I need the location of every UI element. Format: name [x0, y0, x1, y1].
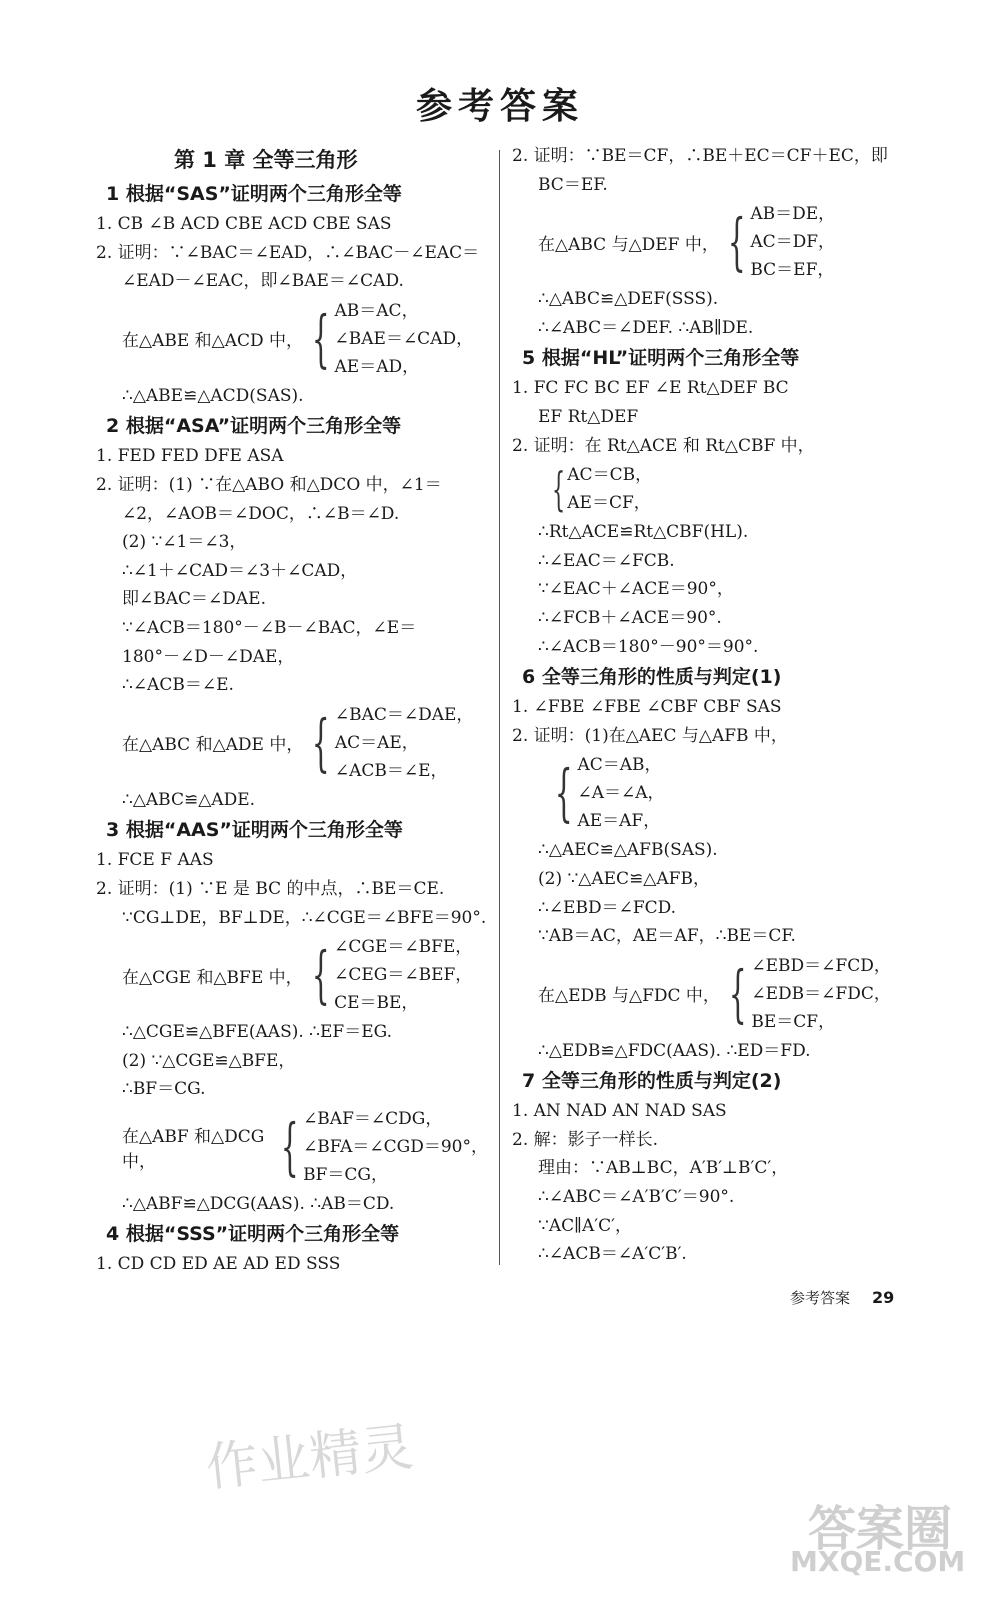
system-lead: 在△EDB 与△FDC 中， [538, 986, 720, 1007]
answer-line: 1. FCE F AAS [96, 850, 214, 871]
section-title-5: 5 根据“HL”证明两个三角形全等 [522, 347, 800, 370]
answer-line: (2) ∵∠1＝∠3， [122, 532, 247, 553]
answer-line: 180°－∠D－∠DAE， [122, 646, 295, 667]
answer-line: 2. 证明：∵BE＝CF，∴BE＋EC＝CF＋EC，即 [512, 146, 888, 166]
answer-line: 1. CB ∠B ACD CBE ACD CBE SAS [96, 214, 392, 234]
answer-line: ∵AC∥A′C′， [538, 1215, 632, 1236]
answer-line: ∴△ABE≌△ACD(SAS). [122, 385, 304, 406]
answer-line: 2. 证明：(1)在△AEC 与△AFB 中， [512, 725, 788, 746]
brace-icon: { [311, 301, 330, 375]
footer-label: 参考答案 [790, 1289, 851, 1307]
brace-icon: { [280, 1109, 299, 1183]
equation: AE＝CF， [567, 493, 651, 514]
page-footer [790, 1287, 894, 1308]
watermark-url: MXQE.COM [790, 1545, 966, 1578]
system-lead: 在△ABC 与△DEF 中， [538, 234, 719, 255]
system-lead: 在△ABC 和△ADE 中， [122, 735, 304, 756]
answer-line: ∴∠EBD＝∠FCD. [538, 897, 677, 918]
section-title-3: 3 根据“AAS”证明两个三角形全等 [106, 819, 403, 842]
answer-line: 理由：∵AB⊥BC，A′B′⊥B′C′， [538, 1158, 789, 1179]
section-title-1: 1 根据“SAS”证明两个三角形全等 [106, 183, 402, 205]
answer-line: 2. 证明：(1) ∵在△ABO 和△DCO 中，∠1＝ [96, 474, 442, 495]
equation: BE＝CF， [751, 1011, 836, 1032]
answer-line: ∴∠ACB＝180°－90°＝90°. [538, 636, 759, 657]
equation-system [512, 199, 912, 285]
system-lead: 在△CGE 和△BFE 中， [122, 967, 303, 988]
system-lead: 在△ABF 和△DCG 中， [122, 1126, 265, 1172]
answer-line: (2) ∵△CGE≌△BFE， [122, 1050, 296, 1071]
answer-line: 2. 证明：(1) ∵E 是 BC 的中点，∴BE＝CE. [96, 878, 445, 899]
answer-line: 1. CD CD ED AE AD ED SSS [96, 1254, 341, 1275]
answer-line: ∴△ABF≌△DCG(AAS). ∴AB＝CD. [122, 1193, 395, 1214]
answer-line: ∵∠ACB＝180°－∠B－∠BAC，∠E＝ [122, 617, 417, 638]
brace-icon: { [312, 705, 330, 779]
brace-icon: { [554, 756, 573, 830]
answer-line: ∴△ABC≌△ADE. [122, 789, 256, 810]
answer-line: ∴△EDB≌△FDC(AAS). ∴ED＝FD. [538, 1040, 811, 1061]
answer-line: ∵∠EAC＋∠ACE＝90°， [538, 579, 734, 600]
answer-line: ∴∠1＋∠CAD＝∠3＋∠CAD， [122, 560, 358, 581]
brace-icon: { [728, 956, 747, 1030]
equation-system [96, 1104, 488, 1190]
answer-line: ∴∠ACB＝∠A′C′B′. [538, 1244, 687, 1265]
equation: ∠BFA＝∠CGD＝90°， [303, 1136, 488, 1157]
answer-line: ∴Rt△ACE≌Rt△CBF(HL). [538, 522, 749, 543]
equation: ∠EBD＝∠FCD， [751, 955, 891, 976]
answer-line: 2. 证明：∵∠BAC＝∠EAD，∴∠BAC－∠EAC＝ [96, 242, 480, 263]
equation: ∠A＝∠A， [577, 783, 665, 804]
answer-line: 1. AN NAD AN NAD SAS [512, 1101, 727, 1122]
equation: AE＝AD， [334, 356, 420, 377]
answer-line: BC＝EF. [538, 174, 608, 195]
equation-system [96, 296, 488, 382]
equation: AC＝DF， [750, 232, 836, 253]
answer-line: 1. FC FC BC EF ∠E Rt△DEF BC [512, 378, 789, 399]
system-lead: 在△ABE 和△ACD 中， [122, 331, 304, 352]
equation: ∠BAE＝∠CAD， [334, 328, 474, 349]
page-title: 参考答案 [415, 86, 584, 127]
answer-line: ∴BF＝CG. [122, 1079, 206, 1100]
brace-icon: { [727, 205, 746, 279]
answer-line: ∵AB＝AC，AE＝AF，∴BE＝CF. [538, 926, 796, 947]
page-number: 29 [872, 1288, 895, 1307]
brace-icon: { [311, 938, 330, 1012]
answer-line: ∴∠ABC＝∠DEF. ∴AB∥DE. [538, 317, 754, 338]
answer-line: ∴△AEC≌△AFB(SAS). [538, 840, 718, 861]
brace-icon: { [552, 462, 566, 517]
equation: AE＝AF， [577, 811, 661, 832]
answer-line: ∠EAD－∠EAC，即∠BAE＝∠CAD. [122, 271, 404, 292]
answer-line: 2. 解：影子一样长. [512, 1129, 659, 1150]
answer-line: ∴△CGE≌△BFE(AAS). ∴EF＝EG. [122, 1022, 392, 1043]
column-divider [499, 150, 500, 1265]
section-title-4: 4 根据“SSS”证明两个三角形全等 [106, 1223, 400, 1246]
answer-line: 即∠BAC＝∠DAE. [122, 589, 266, 610]
equation: AC＝CB， [567, 465, 653, 486]
equation-system [96, 700, 488, 786]
equation: ∠CEG＝∠BEF， [334, 965, 473, 986]
equation: CE＝BE， [334, 993, 419, 1014]
left-column [96, 142, 488, 1279]
right-column [512, 142, 912, 1269]
equation: ∠BAC＝∠DAE， [334, 704, 474, 725]
equation: ∠CGE＝∠BFE， [334, 937, 473, 958]
answer-line: EF Rt△DEF [538, 406, 639, 427]
watermark-logo: 答案圈 [808, 1501, 953, 1557]
answer-line: ∴∠ABC＝∠A′B′C′＝90°. [538, 1187, 735, 1208]
chapter-title: 第 1 章 全等三角形 [174, 148, 358, 172]
equation: ∠ACB＝∠E， [334, 760, 448, 781]
equation: AB＝DE， [750, 204, 836, 225]
equation-system [512, 951, 912, 1037]
answer-line: ∠2，∠AOB＝∠DOC，∴∠B＝∠D. [122, 503, 400, 524]
answer-line: ∴△ABC≌△DEF(SSS). [538, 289, 719, 310]
section-title-6: 6 全等三角形的性质与判定(1) [522, 666, 782, 689]
equation: ∠EDB＝∠FDC， [751, 983, 891, 1004]
equation: BF＝CG， [303, 1164, 388, 1185]
equation: BC＝EF， [750, 260, 835, 281]
section-title-2: 2 根据“ASA”证明两个三角形全等 [106, 415, 402, 438]
answer-line: (2) ∵△AEC≌△AFB， [538, 868, 710, 889]
answer-line: ∴∠FCB＋∠ACE＝90°. [538, 607, 722, 628]
answer-line: ∴∠ACB＝∠E. [122, 675, 234, 696]
watermark-text: 作业精灵 [203, 1417, 417, 1499]
answer-line: 1. ∠FBE ∠FBE ∠CBF CBF SAS [512, 697, 782, 718]
answer-line: ∵CG⊥DE，BF⊥DE，∴∠CGE＝∠BFE＝90°. [122, 907, 487, 928]
equation: ∠BAF＝∠CDG， [303, 1108, 443, 1129]
answer-line: ∴∠EAC＝∠FCB. [538, 550, 675, 571]
equation: AB＝AC， [334, 300, 419, 321]
equation-system [512, 460, 912, 518]
equation: AC＝AE， [334, 732, 419, 753]
equation: AC＝AB， [577, 755, 662, 776]
equation-system [512, 750, 912, 836]
equation-system [96, 932, 488, 1018]
section-title-7: 7 全等三角形的性质与判定(2) [522, 1070, 782, 1093]
answer-line: 1. FED FED DFE ASA [96, 446, 284, 467]
answer-line: 2. 证明：在 Rt△ACE 和 Rt△CBF 中， [512, 435, 815, 456]
